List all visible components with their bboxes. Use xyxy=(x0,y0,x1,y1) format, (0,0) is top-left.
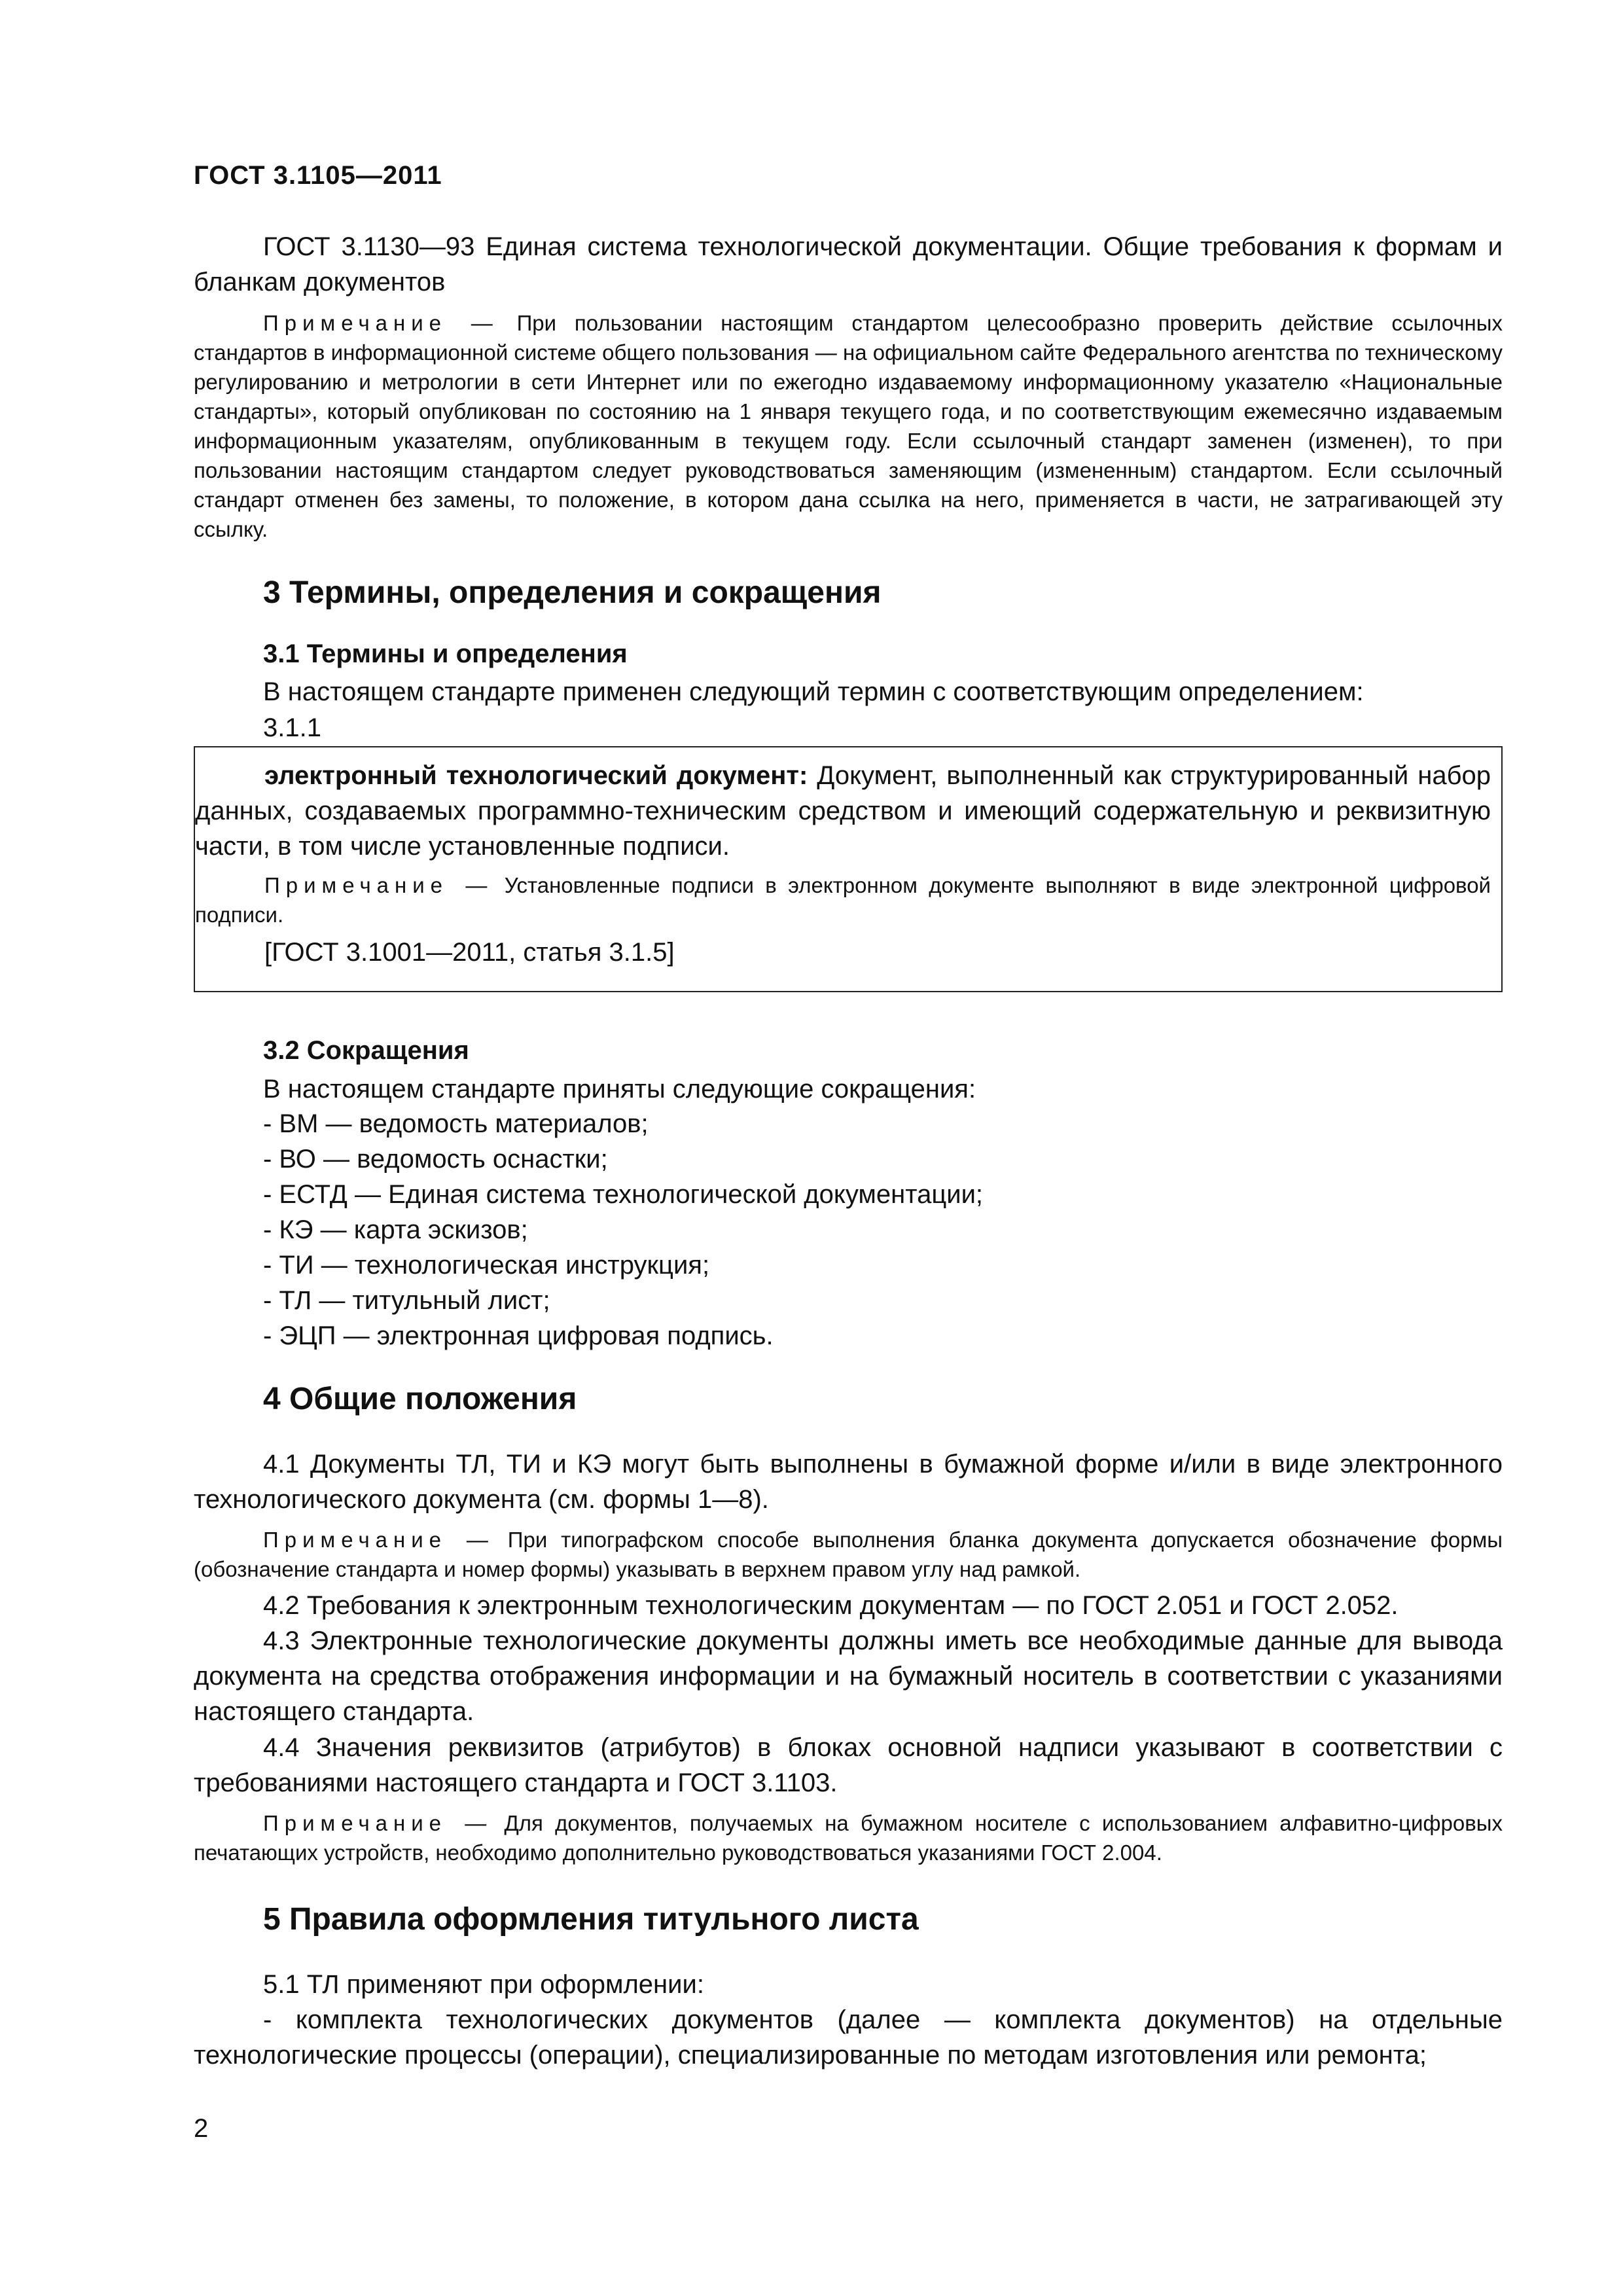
section-3-2-intro: В настоящем стандарте приняты следующие сокращения: xyxy=(263,1075,976,1103)
term-note-text: Установленные подписи в электронном документе выполняют в виде электронной цифровой подписи. xyxy=(195,873,1491,927)
abbreviation-item: - ЭЦП — электронная цифровая подпись. xyxy=(263,1321,774,1350)
abbreviation-item: - ТИ — технологическая инструкция; xyxy=(263,1251,710,1280)
section-3-1-title: 3.1 Термины и определения xyxy=(263,639,628,668)
note-text: При пользовании настоящим стандартом целесообразно проверить действие ссылочных стандартов в информационной системе общего пользования — на официальном сайте Федерального агентства по техническому регулированию и метрологии в сети Интернет или по ежегодно издаваемому информационному указателю «Национальные стандарты», который опубликован по состоянию на 1 января текущего года, и по соответствующим ежемесячно издаваемым информационным указателям, опубликованным в текущем году. Если ссылочный стандарт заменен (изменен), то при пользовании настоящим стандартом следует руководствоваться заменяющим (измененным) стандартом. Если ссылочный стандарт отменен без замены, то положение, в котором дана ссылка на него, применяется в части, не затрагивающей эту ссылку. xyxy=(194,311,1503,541)
section-5-title: 5 Правила оформления титульного листа xyxy=(263,1902,919,1937)
term-definition-box xyxy=(194,746,1503,992)
term-source: [ГОСТ 3.1001—2011, статья 3.1.5] xyxy=(264,938,675,967)
abbreviation-item: - ЕСТД — Единая система технологической документации; xyxy=(263,1180,984,1209)
paragraph-4-1: 4.1 Документы ТЛ, ТИ и КЭ могут быть выполнены в бумажной форме и/или в виде электронного технологического документа (см. формы 1—8). xyxy=(194,1450,1503,1514)
reference-gost-3-1130: ГОСТ 3.1130—93 Единая система технологической документации. Общие требования к формам и бланкам документов xyxy=(194,232,1503,296)
term-definition-text: Документ, выполненный как структурированный набор данных, создаваемых программно-техническим средством и имеющий содержательную и реквизитную части, в том числе установленные подписи. xyxy=(195,761,1491,861)
paragraph-4-2: 4.2 Требования к электронным технологическим документам — по ГОСТ 2.051 и ГОСТ 2.052. xyxy=(263,1591,1399,1620)
term-note xyxy=(195,870,1491,929)
document-code-header: ГОСТ 3.1105—2011 xyxy=(194,161,442,190)
section-3-title: 3 Термины, определения и сокращения xyxy=(263,575,882,610)
section-3-2-title: 3.2 Сокращения xyxy=(263,1036,469,1065)
note-references xyxy=(194,308,1503,544)
note-4-4 xyxy=(194,1808,1503,1867)
paragraph-4-4: 4.4 Значения реквизитов (атрибутов) в блоках основной надписи указывают в соответствии с требованиями настоящего стандарта и ГОСТ 3.1103. xyxy=(194,1733,1503,1797)
note-4-4-label: Примечание — xyxy=(263,1811,493,1835)
section-4-title: 4 Общие положения xyxy=(263,1382,577,1416)
term-number: 3.1.1 xyxy=(263,713,321,742)
term-definition xyxy=(195,758,1491,864)
abbreviations-list xyxy=(194,1106,1503,1354)
page-number: 2 xyxy=(194,2114,209,2143)
abbreviation-item: - ВО — ведомость оснастки; xyxy=(263,1145,608,1174)
abbreviation-item: - ТЛ — титульный лист; xyxy=(263,1286,550,1315)
abbreviation-item: - ВМ — ведомость материалов; xyxy=(263,1109,649,1138)
term-name: электронный технологический документ: xyxy=(264,761,808,790)
paragraph-5-1-item: - комплекта технологических документов (далее — комплекта документов) на отдельные технологические процессы (операции), специализированные по методам изготовления или ремонта; xyxy=(194,2005,1503,2070)
section-3-1-intro: В настоящем стандарте применен следующий термин с соответствующим определением: xyxy=(263,677,1364,706)
note-4-4-text: Для документов, получаемых на бумажном носителе с использованием алфавитно-цифровых печатающих устройств, необходимо дополнительно руководствоваться указаниями ГОСТ 2.004. xyxy=(194,1811,1503,1865)
term-note-label: Примечание — xyxy=(264,873,493,897)
note-4-1 xyxy=(194,1525,1503,1584)
note-label: Примечание — xyxy=(263,311,499,335)
abbreviation-item: - КЭ — карта эскизов; xyxy=(263,1215,528,1244)
note-4-1-label: Примечание — xyxy=(263,1528,494,1552)
paragraph-5-1: 5.1 ТЛ применяют при оформлении: xyxy=(263,1970,704,1999)
paragraph-4-3: 4.3 Электронные технологические документы должны иметь все необходимые данные для вывода документа на средства отображения информации и на бумажный носитель в соответствии с указаниями настоящего стандарта. xyxy=(194,1626,1503,1726)
note-4-1-text: При типографском способе выполнения бланка документа допускается обозначение формы (обозначение стандарта и номер формы) указывать в верхнем правом углу над рамкой. xyxy=(194,1528,1503,1581)
